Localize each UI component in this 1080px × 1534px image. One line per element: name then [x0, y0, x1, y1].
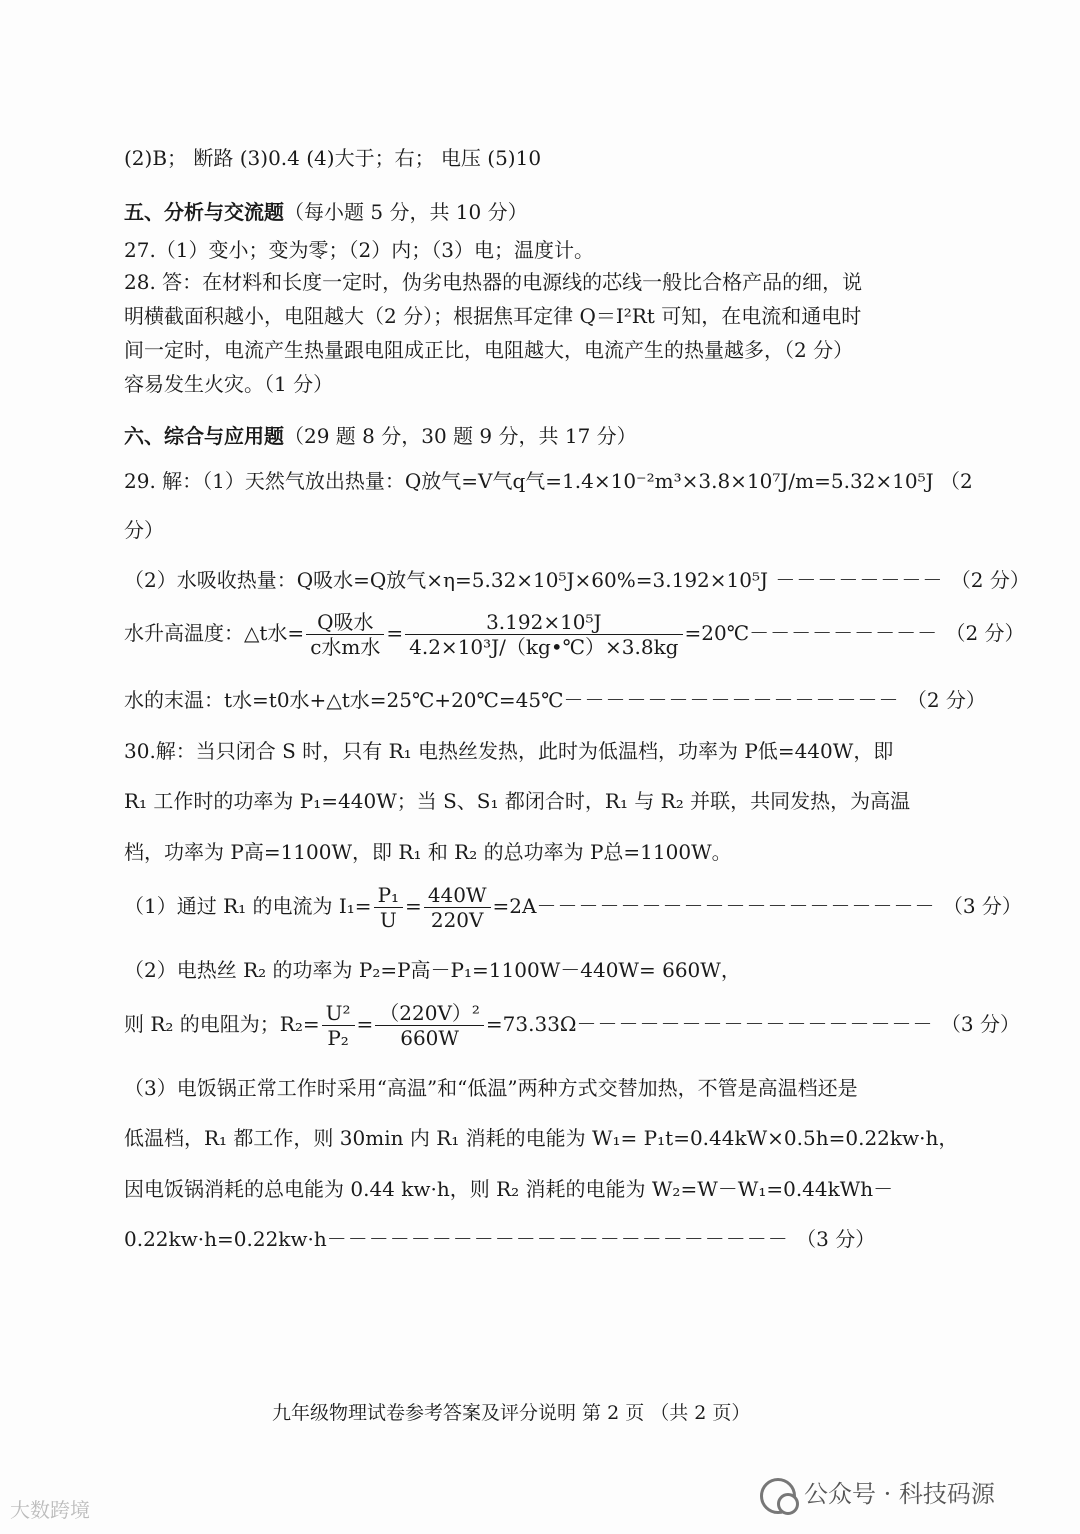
watermark-text: 公众号 · 科技码源	[804, 1480, 995, 1508]
fraction	[424, 883, 491, 932]
answer-line: （2）电热丝 R₂ 的功率为 P₂=P高－P₁=1100W－440W= 660W，	[124, 958, 741, 982]
fraction-numerator: 440W	[424, 883, 491, 908]
answer-line: (2)B； 断路 (3)0.4 (4)大于；右； 电压 (5)10	[124, 146, 542, 170]
dash-leader: －－－－－－－－－－－－－－－－－－－	[536, 894, 943, 918]
score-label: （2 分）	[945, 621, 1025, 645]
fraction-numerator: U²	[322, 1001, 355, 1026]
fraction-denominator: c水m水	[310, 635, 381, 659]
formula-text: =73.33Ω	[485, 1012, 577, 1036]
answer-line: 分）	[124, 518, 164, 542]
watermark	[760, 1474, 995, 1514]
formula-text: （2）水吸收热量：Q吸水=Q放气×η=5.32×10⁵J×60%=3.192×10⁵J	[124, 568, 769, 592]
section-heading	[124, 422, 637, 450]
score-label: （3 分）	[942, 894, 1022, 918]
score-label: （3 分）	[796, 1227, 876, 1251]
watermark-left: 大数跨境	[10, 1498, 90, 1522]
section-note: （29 题 8 分，30 题 9 分，共 17 分）	[284, 424, 637, 448]
fraction-denominator: U	[379, 908, 397, 932]
wechat-icon	[760, 1478, 796, 1514]
fraction-numerator: Q吸水	[306, 610, 384, 635]
answer-line: R₁ 工作时的功率为 P₁=440W；当 S、S₁ 都闭合时，R₁ 与 R₂ 并联，共同发热，为高温	[124, 789, 911, 813]
dash-leader: －－－－－－－－	[768, 568, 951, 592]
fraction-denominator: P₂	[327, 1026, 349, 1050]
answer-line	[124, 1225, 875, 1253]
fraction-denominator: 660W	[400, 1026, 459, 1050]
formula-text: 水升高温度：△t水=	[124, 621, 305, 645]
answer-line: 27.（1）变小；变为零；（2）内；（3）电；温度计。	[124, 238, 594, 262]
fraction-denominator: 220V	[430, 908, 484, 932]
dash-leader: －－－－－－－－－	[749, 621, 946, 645]
answer-line: 29. 解：（1）天然气放出热量：Q放气=V气q气=1.4×10⁻²m³×3.8×10⁷J/m=5.32×10⁵J （2	[124, 469, 973, 493]
answer-line: 容易发生火灾。（1 分）	[124, 372, 334, 396]
dash-leader: －－－－－－－－－－－－－－－－－	[576, 1012, 941, 1036]
answer-line	[124, 566, 1030, 594]
section-title: 六、综合与应用题	[124, 424, 284, 448]
fraction-numerator: 3.192×10⁵J	[405, 610, 682, 635]
fraction	[374, 883, 403, 932]
formula-text: 水的末温：t水=t0水+△t水=25℃+20℃=45℃	[124, 688, 564, 712]
formula-text: =20℃	[684, 621, 750, 645]
answer-line: 档，功率为 P高=1100W，即 R₁ 和 R₂ 的总功率为 P总=1100W。	[124, 840, 732, 864]
answer-line: 低温档，R₁ 都工作，则 30min 内 R₁ 消耗的电能为 W₁= P₁t=0.44kW×0.5h=0.22kw·h，	[124, 1126, 959, 1150]
score-label: （2 分）	[906, 688, 986, 712]
section-heading	[124, 198, 528, 226]
answer-line: 间一定时，电流产生热量跟电阻成正比，电阻越大，电流产生的热量越多，（2 分）	[124, 338, 854, 362]
score-label: （3 分）	[940, 1012, 1020, 1036]
dash-leader: －－－－－－－－－－－－－－－－－－－－－－	[326, 1227, 797, 1251]
section-title: 五、分析与交流题	[124, 200, 284, 224]
answer-line: （1）通过 R₁ 的电流为 I₁= $\frac{\text{P₁}}{U}$ = $\frac{440W}{220V}$ =2A－－－－－－－－－－－－－－－－－－－ （3 分）	[124, 883, 1022, 932]
answer-line: 明横截面积越小，电阻越大（2 分）；根据焦耳定律 Q＝I²Rt 可知，在电流和通电时	[124, 304, 862, 328]
answer-line: 28. 答：在材料和长度一定时，伪劣电热器的电源线的芯线一般比合格产品的细，说	[124, 270, 863, 294]
answer-line: 30.解：当只闭合 S 时，只有 R₁ 电热丝发热，此时为低温档，功率为 P低=440W，即	[124, 739, 894, 763]
formula-text: 则 R₂ 的电阻为；R₂=	[124, 1012, 320, 1036]
fraction	[322, 1001, 355, 1050]
answer-line: 则 R₂ 的电阻为；R₂= $\frac{\text{U²}}{\text{P₂}}$ = $\frac{\text{（220V）²}}{660W}$ =73.33Ω－－－－－－－－－－－－－－－－－ （3 分）	[124, 1001, 1020, 1050]
answer-line	[124, 686, 986, 714]
fraction-numerator: P₁	[374, 883, 403, 908]
score-label: （2 分）	[950, 568, 1030, 592]
formula-text: （1）通过 R₁ 的电流为 I₁=	[124, 894, 372, 918]
fraction	[375, 1001, 484, 1050]
dash-leader: －－－－－－－－－－－－－－－－	[563, 688, 907, 712]
page-footer: 九年级物理试卷参考答案及评分说明 第 2 页 （共 2 页）	[272, 1402, 751, 1424]
answer-line: 水升高温度：△t水= $\frac{\text{Q吸水}}{\text{c水m水}}$ = $\frac{\text{3.192×10⁵J}}{\text{4.2×10³J/（kg•℃）×3.8kg}}$ =20℃－－－－－－－－－ （2 分）	[124, 610, 1025, 659]
answer-line: （3）电饭锅正常工作时采用“高温”和“低温”两种方式交替加热，不管是高温档还是	[124, 1076, 858, 1100]
formula-text: 0.22kw·h=0.22kw·h	[124, 1227, 327, 1251]
fraction	[306, 610, 384, 659]
formula-text: =2A	[492, 894, 537, 918]
answer-line: 因电饭锅消耗的总电能为 0.44 kw·h，则 R₂ 消耗的电能为 W₂=W－W₁=0.44kWh－	[124, 1177, 894, 1201]
fraction-numerator: （220V）²	[375, 1001, 484, 1026]
fraction-denominator: 4.2×10³J/（kg•℃）×3.8kg	[409, 635, 679, 659]
section-note: （每小题 5 分，共 10 分）	[284, 200, 528, 224]
fraction	[405, 610, 682, 659]
